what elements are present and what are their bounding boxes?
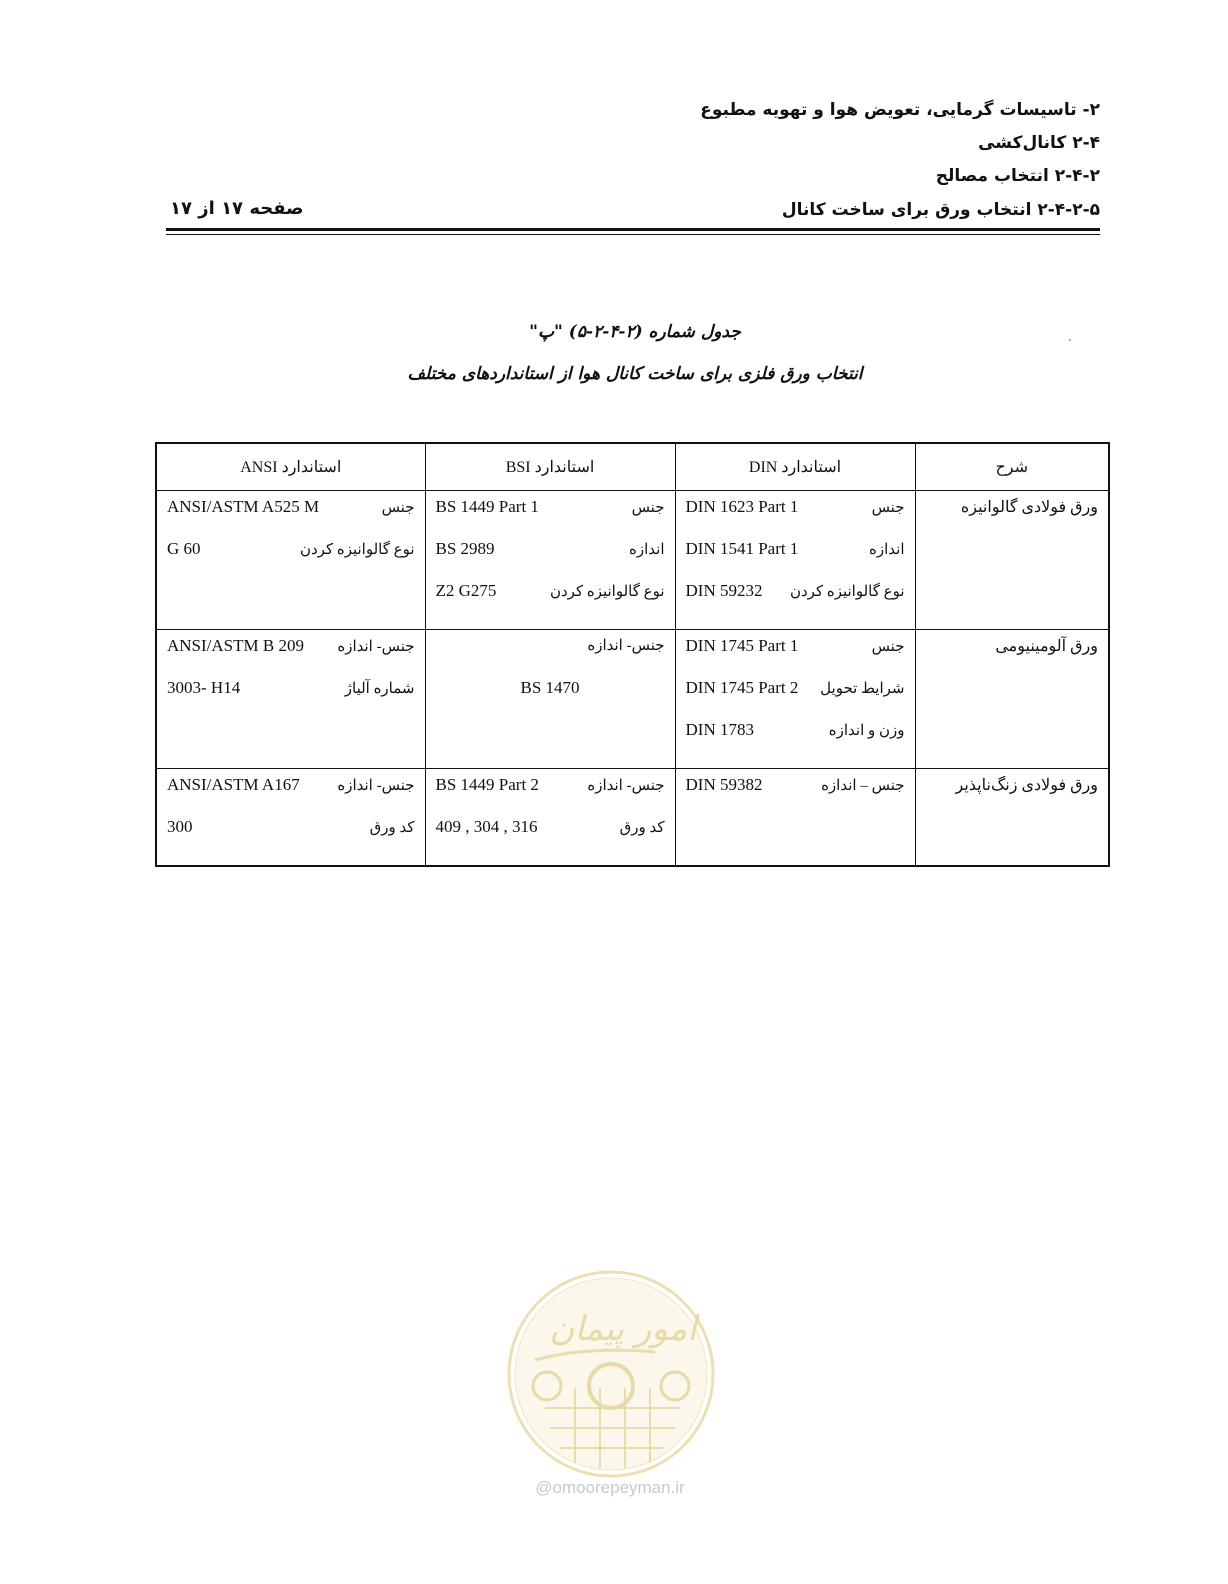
spec-line <box>436 581 665 623</box>
spec-value: ANSI/ASTM A167 <box>167 775 300 794</box>
spec-value: Z2 G275 <box>435 581 497 600</box>
col-header-bsi: استاندارد BSI <box>425 443 675 491</box>
spec-value: BS 1470 <box>520 678 580 697</box>
spec-label: جنس- اندازه <box>337 639 415 655</box>
spec-value: DIN 1783 <box>685 720 754 739</box>
header-line-4: ۲-۴-۲-۵ انتخاب ورق برای ساخت کانال <box>781 200 1100 220</box>
table-row <box>156 630 1109 769</box>
col-header-ansi: استاندارد ANSI <box>156 443 425 491</box>
header-line-1: ۲- تاسیسات گرمایی، تعویض هوا و تهویه مطبوع <box>700 100 1100 120</box>
din-cell <box>675 769 915 867</box>
spec-label: جنس- اندازه <box>337 778 415 794</box>
spec-label: وزن و اندازه <box>828 723 905 739</box>
spec-line <box>167 678 415 720</box>
spec-value: DIN 59232 <box>685 581 763 600</box>
spec-value: DIN 1623 Part 1 <box>685 497 799 516</box>
spec-line <box>686 636 905 678</box>
spec-value: BS 1449 Part 1 <box>435 497 539 516</box>
spec-label: نوع گالوانیزه کردن <box>549 584 665 600</box>
spec-label: جنس <box>381 500 415 516</box>
spec-label: اندازه <box>629 542 665 558</box>
spec-line <box>436 775 665 817</box>
spec-value: DIN 1745 Part 1 <box>685 636 799 655</box>
spec-label: نوع گالوانیزه کردن <box>789 584 905 600</box>
watermark-logo <box>505 1268 717 1480</box>
spec-label: جنس <box>871 639 905 655</box>
spec-line <box>686 775 905 817</box>
table-row <box>156 491 1109 630</box>
spec-line <box>436 817 665 859</box>
spec-value: ANSI/ASTM B 209 <box>167 636 304 655</box>
spec-line <box>167 539 415 581</box>
spec-line <box>167 636 415 678</box>
ansi-cell <box>156 630 425 769</box>
spec-label: جنس- اندازه <box>587 778 665 794</box>
bsi-cell <box>425 491 675 630</box>
spec-line <box>167 497 415 539</box>
col-header-desc: شرح <box>915 443 1109 491</box>
spec-label: جنس- اندازه <box>587 638 665 654</box>
spec-value: BS 1449 Part 2 <box>435 775 539 794</box>
spec-value: DIN 1541 Part 1 <box>685 539 799 558</box>
page-number: صفحه ۱۷ از ۱۷ <box>170 198 304 219</box>
spec-label: اندازه <box>869 542 905 558</box>
spec-value: DIN 59382 <box>685 775 763 794</box>
din-cell <box>675 491 915 630</box>
spec-value: 300 <box>167 817 193 836</box>
watermark-url: @omoorepeyman.ir <box>535 1478 685 1497</box>
spec-line <box>436 636 665 678</box>
spec-line <box>436 678 665 720</box>
spec-label: شرایط تحویل <box>820 681 905 697</box>
col-header-din: استاندارد DIN <box>675 443 915 491</box>
header-rule-thick <box>166 228 1100 231</box>
header-line-2: ۲-۴ کانال‌کشی <box>978 133 1100 153</box>
spec-line <box>686 539 905 581</box>
spec-label: شماره آلیاژ <box>344 681 415 697</box>
bsi-cell <box>425 769 675 867</box>
row-desc-stainless: ورق فولادی زنگ‌ناپذیر <box>915 769 1109 867</box>
spec-value: G 60 <box>167 539 201 558</box>
spec-value: ANSI/ASTM A525 M <box>167 497 320 516</box>
spec-value: DIN 1745 Part 2 <box>685 678 799 697</box>
ansi-cell <box>156 769 425 867</box>
spec-label: کد ورق <box>369 820 415 836</box>
table-title: جدول شماره (۲-۴-۲-۵) "پ" <box>529 322 741 342</box>
spec-value: 3003- H14 <box>167 678 241 697</box>
spec-label: نوع گالوانیزه کردن <box>299 542 415 558</box>
bsi-cell <box>425 630 675 769</box>
spec-line <box>436 539 665 581</box>
spec-label: جنس <box>631 500 665 516</box>
table-row <box>156 769 1109 867</box>
spec-line <box>686 720 905 762</box>
spec-value: 409 , 304 , 316 <box>435 817 538 836</box>
spec-label: جنس <box>871 500 905 516</box>
table-header-row <box>156 443 1109 491</box>
header-rule-thin <box>166 234 1100 235</box>
spec-line <box>167 775 415 817</box>
spec-line <box>686 678 905 720</box>
spec-line <box>686 581 905 623</box>
din-cell <box>675 630 915 769</box>
header-line-3: ۲-۴-۲ انتخاب مصالح <box>935 166 1100 186</box>
spec-line <box>436 497 665 539</box>
row-desc-galvanized: ورق فولادی گالوانیزه <box>915 491 1109 630</box>
spec-value: BS 2989 <box>435 539 495 558</box>
row-desc-aluminium: ورق آلومینیومی <box>915 630 1109 769</box>
ansi-cell <box>156 491 425 630</box>
scan-dot: . <box>1068 330 1072 344</box>
table-subtitle: انتخاب ورق فلزی برای ساخت کانال هوا از استانداردهای مختلف <box>407 364 863 384</box>
watermark-logo-text: امور پیمان <box>549 1309 697 1349</box>
spec-label: کد ورق <box>619 820 665 836</box>
watermark-disc <box>515 1278 707 1470</box>
standards-table <box>155 442 1110 867</box>
spec-line <box>686 497 905 539</box>
spec-line <box>167 817 415 859</box>
spec-label: جنس – اندازه <box>821 778 905 794</box>
